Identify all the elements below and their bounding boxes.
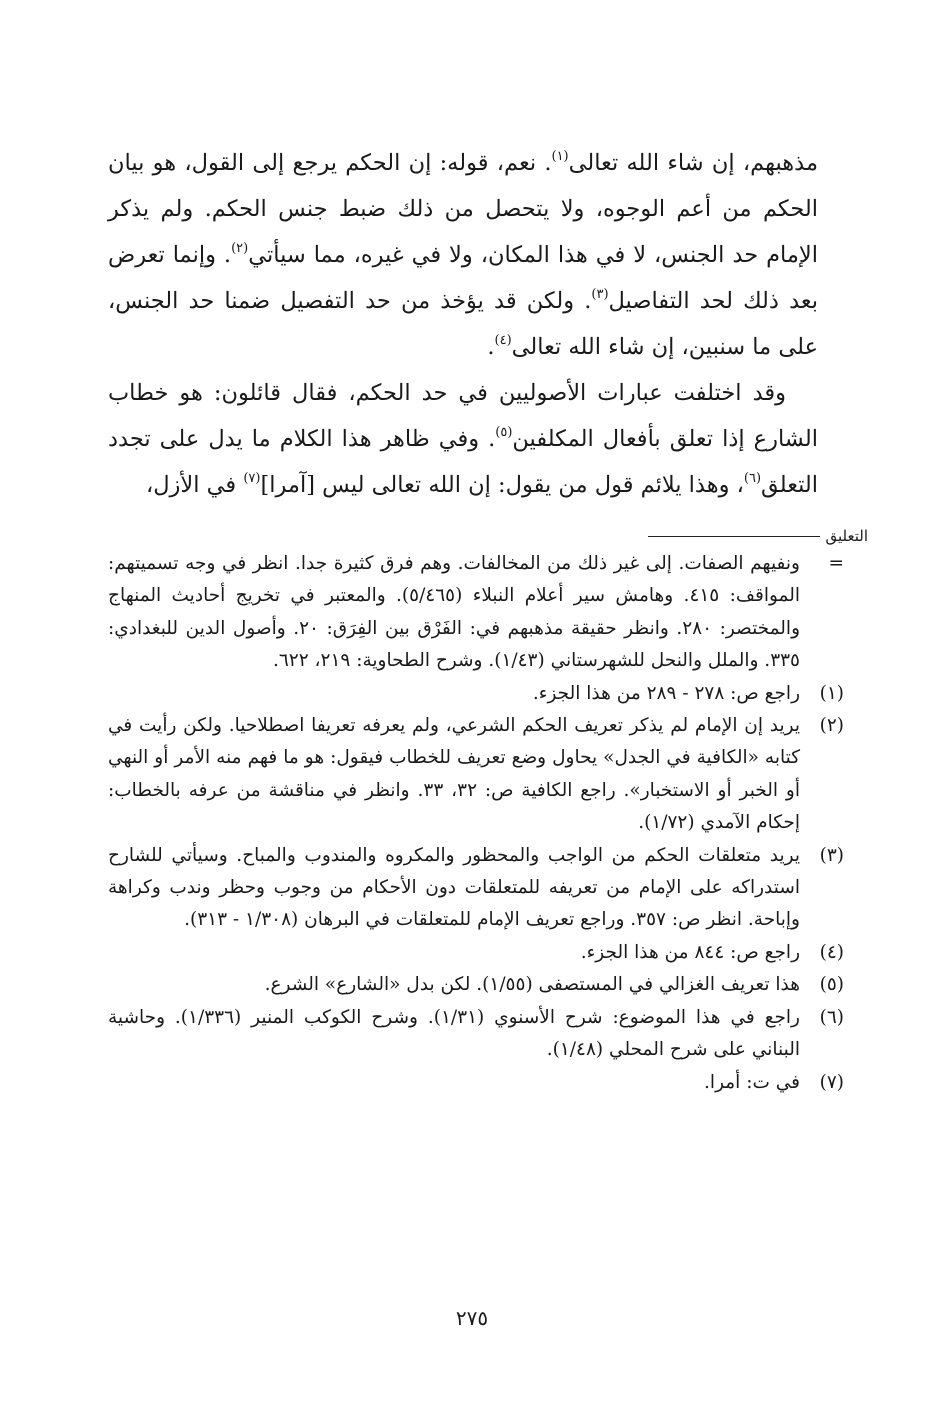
footnote-ref-3: (٣) xyxy=(591,286,609,302)
footnote-text: راجع في هذا الموضوع: شرح الأسنوي (١/٣١). وشرح الكوكب المنير (١/٣٣٦). وحاشية البناني على شرح المحلي (١/٤٨). xyxy=(108,1006,800,1061)
footnote-number: (٦) xyxy=(819,1006,844,1028)
footnote-2 xyxy=(108,710,844,840)
paragraph-2 xyxy=(108,370,818,508)
footnote-number: (٣) xyxy=(819,844,844,866)
footnote-4 xyxy=(108,937,844,969)
footnote-7 xyxy=(108,1067,844,1099)
text-span: ، وهذا يلائم قول من يقول: إن الله تعالى ليس [آمرا] xyxy=(260,472,744,498)
footnote-number: (٢) xyxy=(819,715,844,737)
footnote-text: هذا تعريف الغزالي في المستصفى (١/٥٥). لكن بدل «الشارع» الشرع. xyxy=(264,974,800,996)
footnote-ref-2: (٢) xyxy=(231,240,249,256)
footnote-text: راجع ص: ٨٤٤ من هذا الجزء. xyxy=(580,941,800,963)
text-span: . نعم، قوله: إن الحكم يرجع إلى القول، هو بيان الحكم من أعم الوجوه، ولا يتحصل من ذلك ضبط جنس الحكم. ولم يذكر الإمام حد الجنس، لا في هذا المكان، ولا في غيره، مما سيأتي xyxy=(108,150,818,268)
text-span: . ولكن قد يؤخذ من حد التفصيل ضمنا حد الجنس، على ما سنبين، إن شاء الله تعالى xyxy=(108,288,818,360)
footnote-continued xyxy=(108,548,844,678)
footnotes xyxy=(108,548,844,1099)
footnote-text: في ت: أمرا. xyxy=(704,1071,800,1093)
footnote-ref-6: (٦) xyxy=(743,470,762,486)
separator-line xyxy=(648,536,820,537)
footnote-ref-4: (٤) xyxy=(494,332,512,348)
text-span: . وإنما تعرض بعد ذلك لحد التفاصيل xyxy=(108,242,819,314)
footnote-6 xyxy=(108,1002,844,1067)
footnote-separator xyxy=(648,526,868,546)
footnote-ref-7: (٧) xyxy=(243,470,261,486)
text-span: . وفي ظاهر هذا الكلام ما يدل على تجدد التعلق xyxy=(108,426,818,498)
footnote-marker: = xyxy=(828,553,844,574)
footnote-text: يريد متعلقات الحكم من الواجب والمحظور والمكروه والمندوب والمباح. وسيأتي للشارح استدراكه على الإمام من تعريفه للمتعلقات دون الأحكام من وجوب وحظر وندب وكراهة وإباحة. انظر ص: ٣٥٧. وراجع تعريف الإمام للمتعلقات في البرهان (١/٣٠٨ - ٣١٣). xyxy=(108,844,800,931)
main-text xyxy=(108,140,818,508)
text-span: مذهبهم، إن شاء الله تعالى xyxy=(568,150,818,176)
footnote-number: (٧) xyxy=(819,1071,844,1093)
paragraph-1 xyxy=(108,140,818,370)
text-span: وقد اختلفت عبارات الأصوليين في حد الحكم، فقال قائلون: هو خطاب الشارع إذا تعلق بأفعال المكلفين xyxy=(108,380,818,452)
footnote-label: التعليق xyxy=(825,527,868,545)
footnote-number: (٥) xyxy=(819,974,844,996)
text-span: . xyxy=(487,334,495,360)
footnote-text: ونفيهم الصفات. إلى غير ذلك من المخالفات. وهم فرق كثيرة جدا. انظر في وجه تسميتهم: المواقف: ٤١٥. وهامش سير أعلام النبلاء (٥/٤٦٥). والمعتبر في تخريج أحاديث المنهاج والمختصر: ٢٨٠. وانظر حقيقة مذهبهم في: الفَرْق بين الفِرَق: ٢٠. وأصول الدين للبغدادي: ٣٣٥. والملل والنحل للشهرستاني (١/٤٣). وشرح الطحاوية: ٢١٩، ٦٢٢. xyxy=(108,553,801,672)
footnote-text: راجع ص: ٢٧٨ - ٢٨٩ من هذا الجزء. xyxy=(532,682,800,704)
footnote-ref-1: (١) xyxy=(551,148,569,164)
page-number: ٢٧٥ xyxy=(455,1306,489,1330)
footnote-number: (١) xyxy=(819,682,844,704)
footnote-3 xyxy=(108,840,844,937)
footnote-ref-5: (٥) xyxy=(495,424,513,440)
text-span: في الأزل، xyxy=(145,472,244,498)
footnote-text: يريد إن الإمام لم يذكر تعريف الحكم الشرعي، ولم يعرفه تعريفا اصطلاحيا. ولكن رأيت في كتابه «الكافية في الجدل» يحاول وضع تعريف للخطاب فيقول: هو ما فهم منه الأمر أو النهي أو الخبر أو الاستخبار». راجع الكافية ص: ٣٢، ٣٣. وانظر في مناقشة من عرفه بالخطاب: إحكام الآمدي (١/٧٢). xyxy=(108,715,800,834)
footnote-number: (٤) xyxy=(819,941,844,963)
footnote-5 xyxy=(108,969,844,1001)
footnote-1 xyxy=(108,678,844,710)
